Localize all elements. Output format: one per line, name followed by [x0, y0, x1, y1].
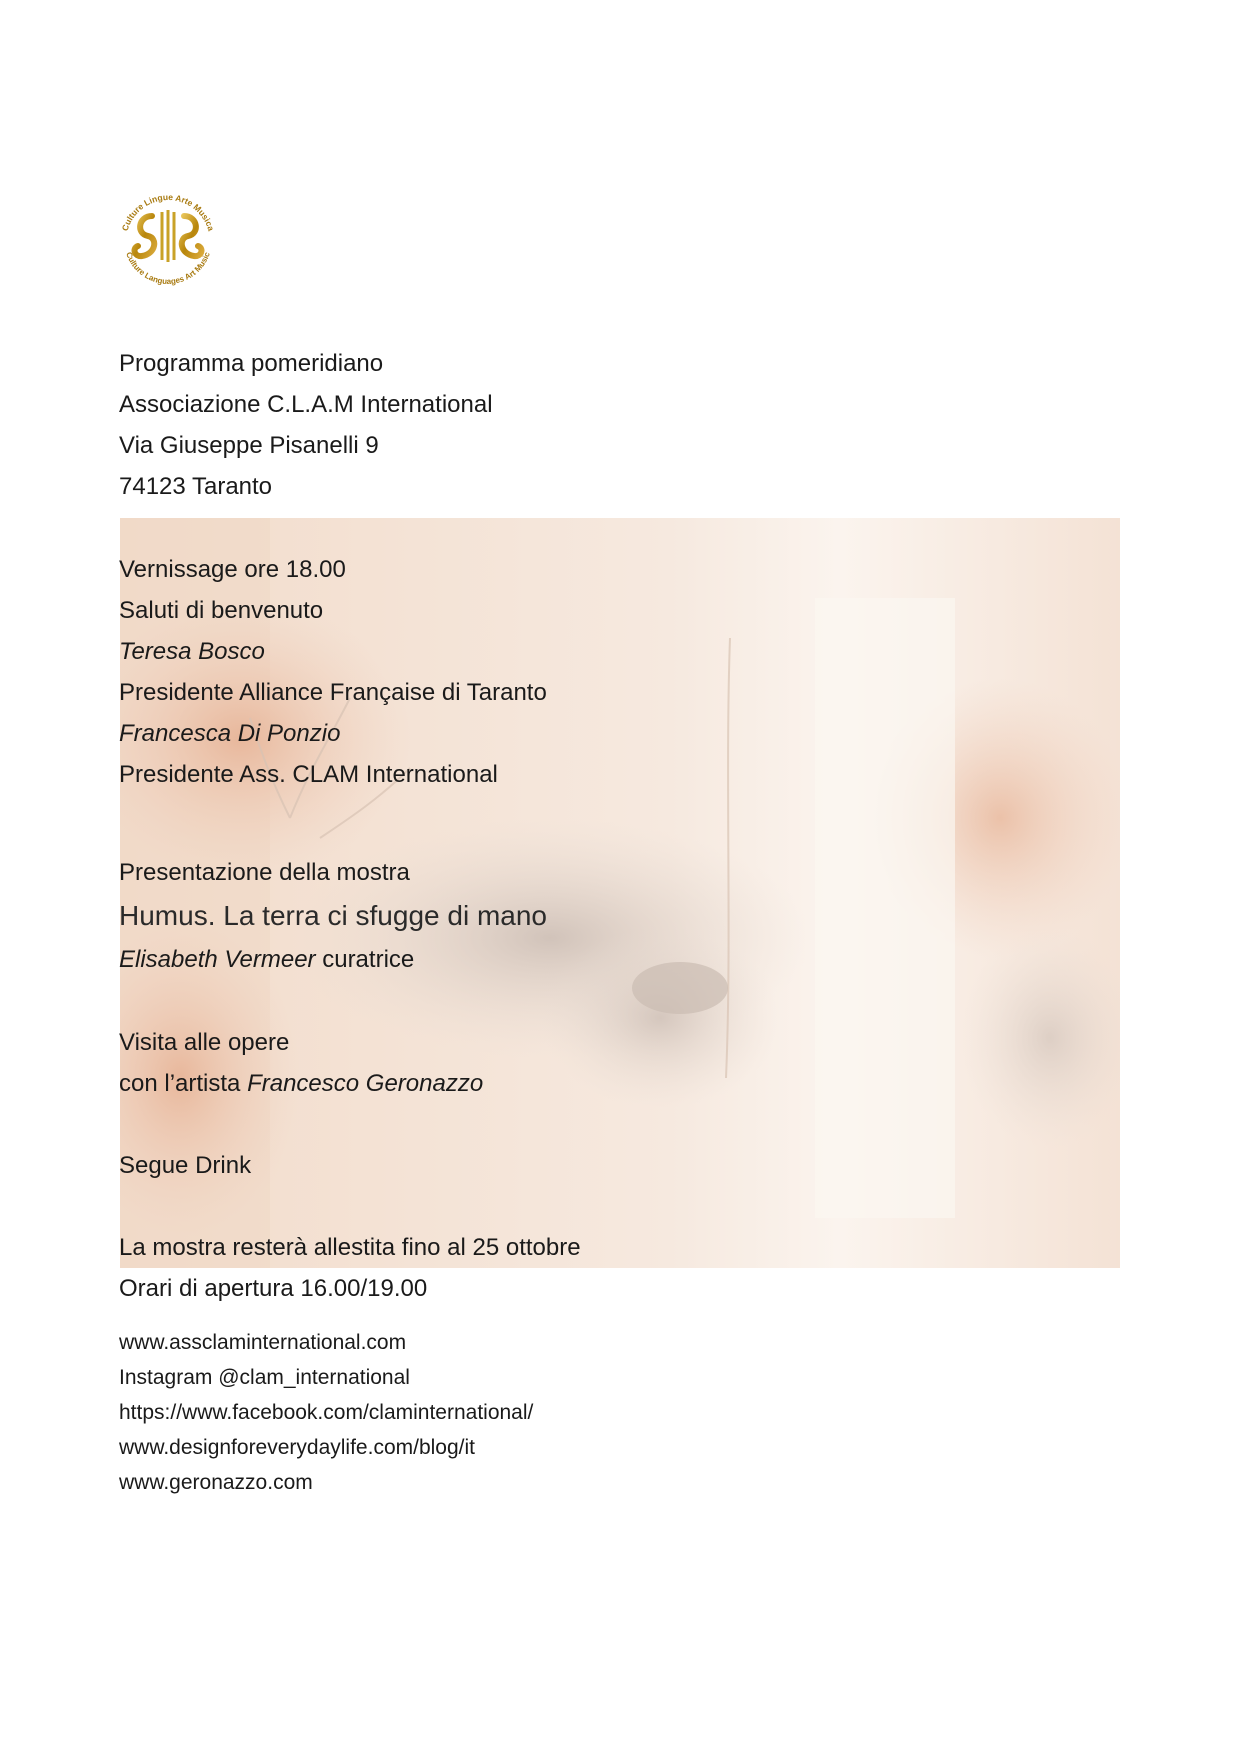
vernissage-time: Vernissage ore 18.00	[119, 556, 346, 583]
curator-name: Elisabeth Vermeer	[119, 946, 316, 973]
speaker-1-name: Teresa Bosco	[119, 638, 265, 665]
welcome-greetings: Saluti di benvenuto	[119, 597, 324, 624]
speaker-2-name: Francesca Di Ponzio	[119, 720, 341, 747]
association-name: Associazione C.L.A.M International	[119, 391, 493, 418]
logo-top-text: Culture Lingue Arte Musica	[119, 191, 217, 233]
address-street: Via Giuseppe Pisanelli 9	[119, 432, 379, 459]
visit-heading: Visita alle opere	[119, 1029, 290, 1056]
exhibition-title: Humus. La terra ci sfugge di mano	[119, 900, 547, 931]
link-website[interactable]: www.assclaminternational.com	[119, 1331, 407, 1354]
speaker-2-role: Presidente Ass. CLAM International	[119, 761, 498, 788]
presentation-label: Presentazione della mostra	[119, 859, 410, 886]
clam-logo	[112, 182, 224, 294]
link-facebook[interactable]: https://www.facebook.com/claminternational/	[119, 1401, 534, 1424]
curator-line	[119, 945, 414, 975]
link-artist-site[interactable]: www.geronazzo.com	[119, 1471, 313, 1494]
address-city: 74123 Taranto	[119, 473, 273, 500]
drink-notice: Segue Drink	[119, 1152, 252, 1179]
opening-hours: Orari di apertura 16.00/19.00	[119, 1275, 428, 1302]
visit-artist-line	[119, 1069, 483, 1099]
speaker-1-role: Presidente Alliance Française di Taranto	[119, 679, 547, 706]
exhibition-until: La mostra resterà allestita fino al 25 ottobre	[119, 1234, 581, 1261]
visit-prefix: con l’artista	[119, 1070, 248, 1097]
link-instagram[interactable]: Instagram @clam_international	[119, 1366, 410, 1389]
logo-bottom-text: Culture Languages Art Music	[124, 250, 212, 287]
program-heading: Programma pomeridiano	[119, 350, 384, 377]
background-artwork	[120, 518, 1120, 1268]
artist-name: Francesco Geronazzo	[247, 1070, 484, 1097]
curator-role: curatrice	[315, 946, 415, 973]
link-blog[interactable]: www.designforeverydaylife.com/blog/it	[119, 1436, 475, 1459]
